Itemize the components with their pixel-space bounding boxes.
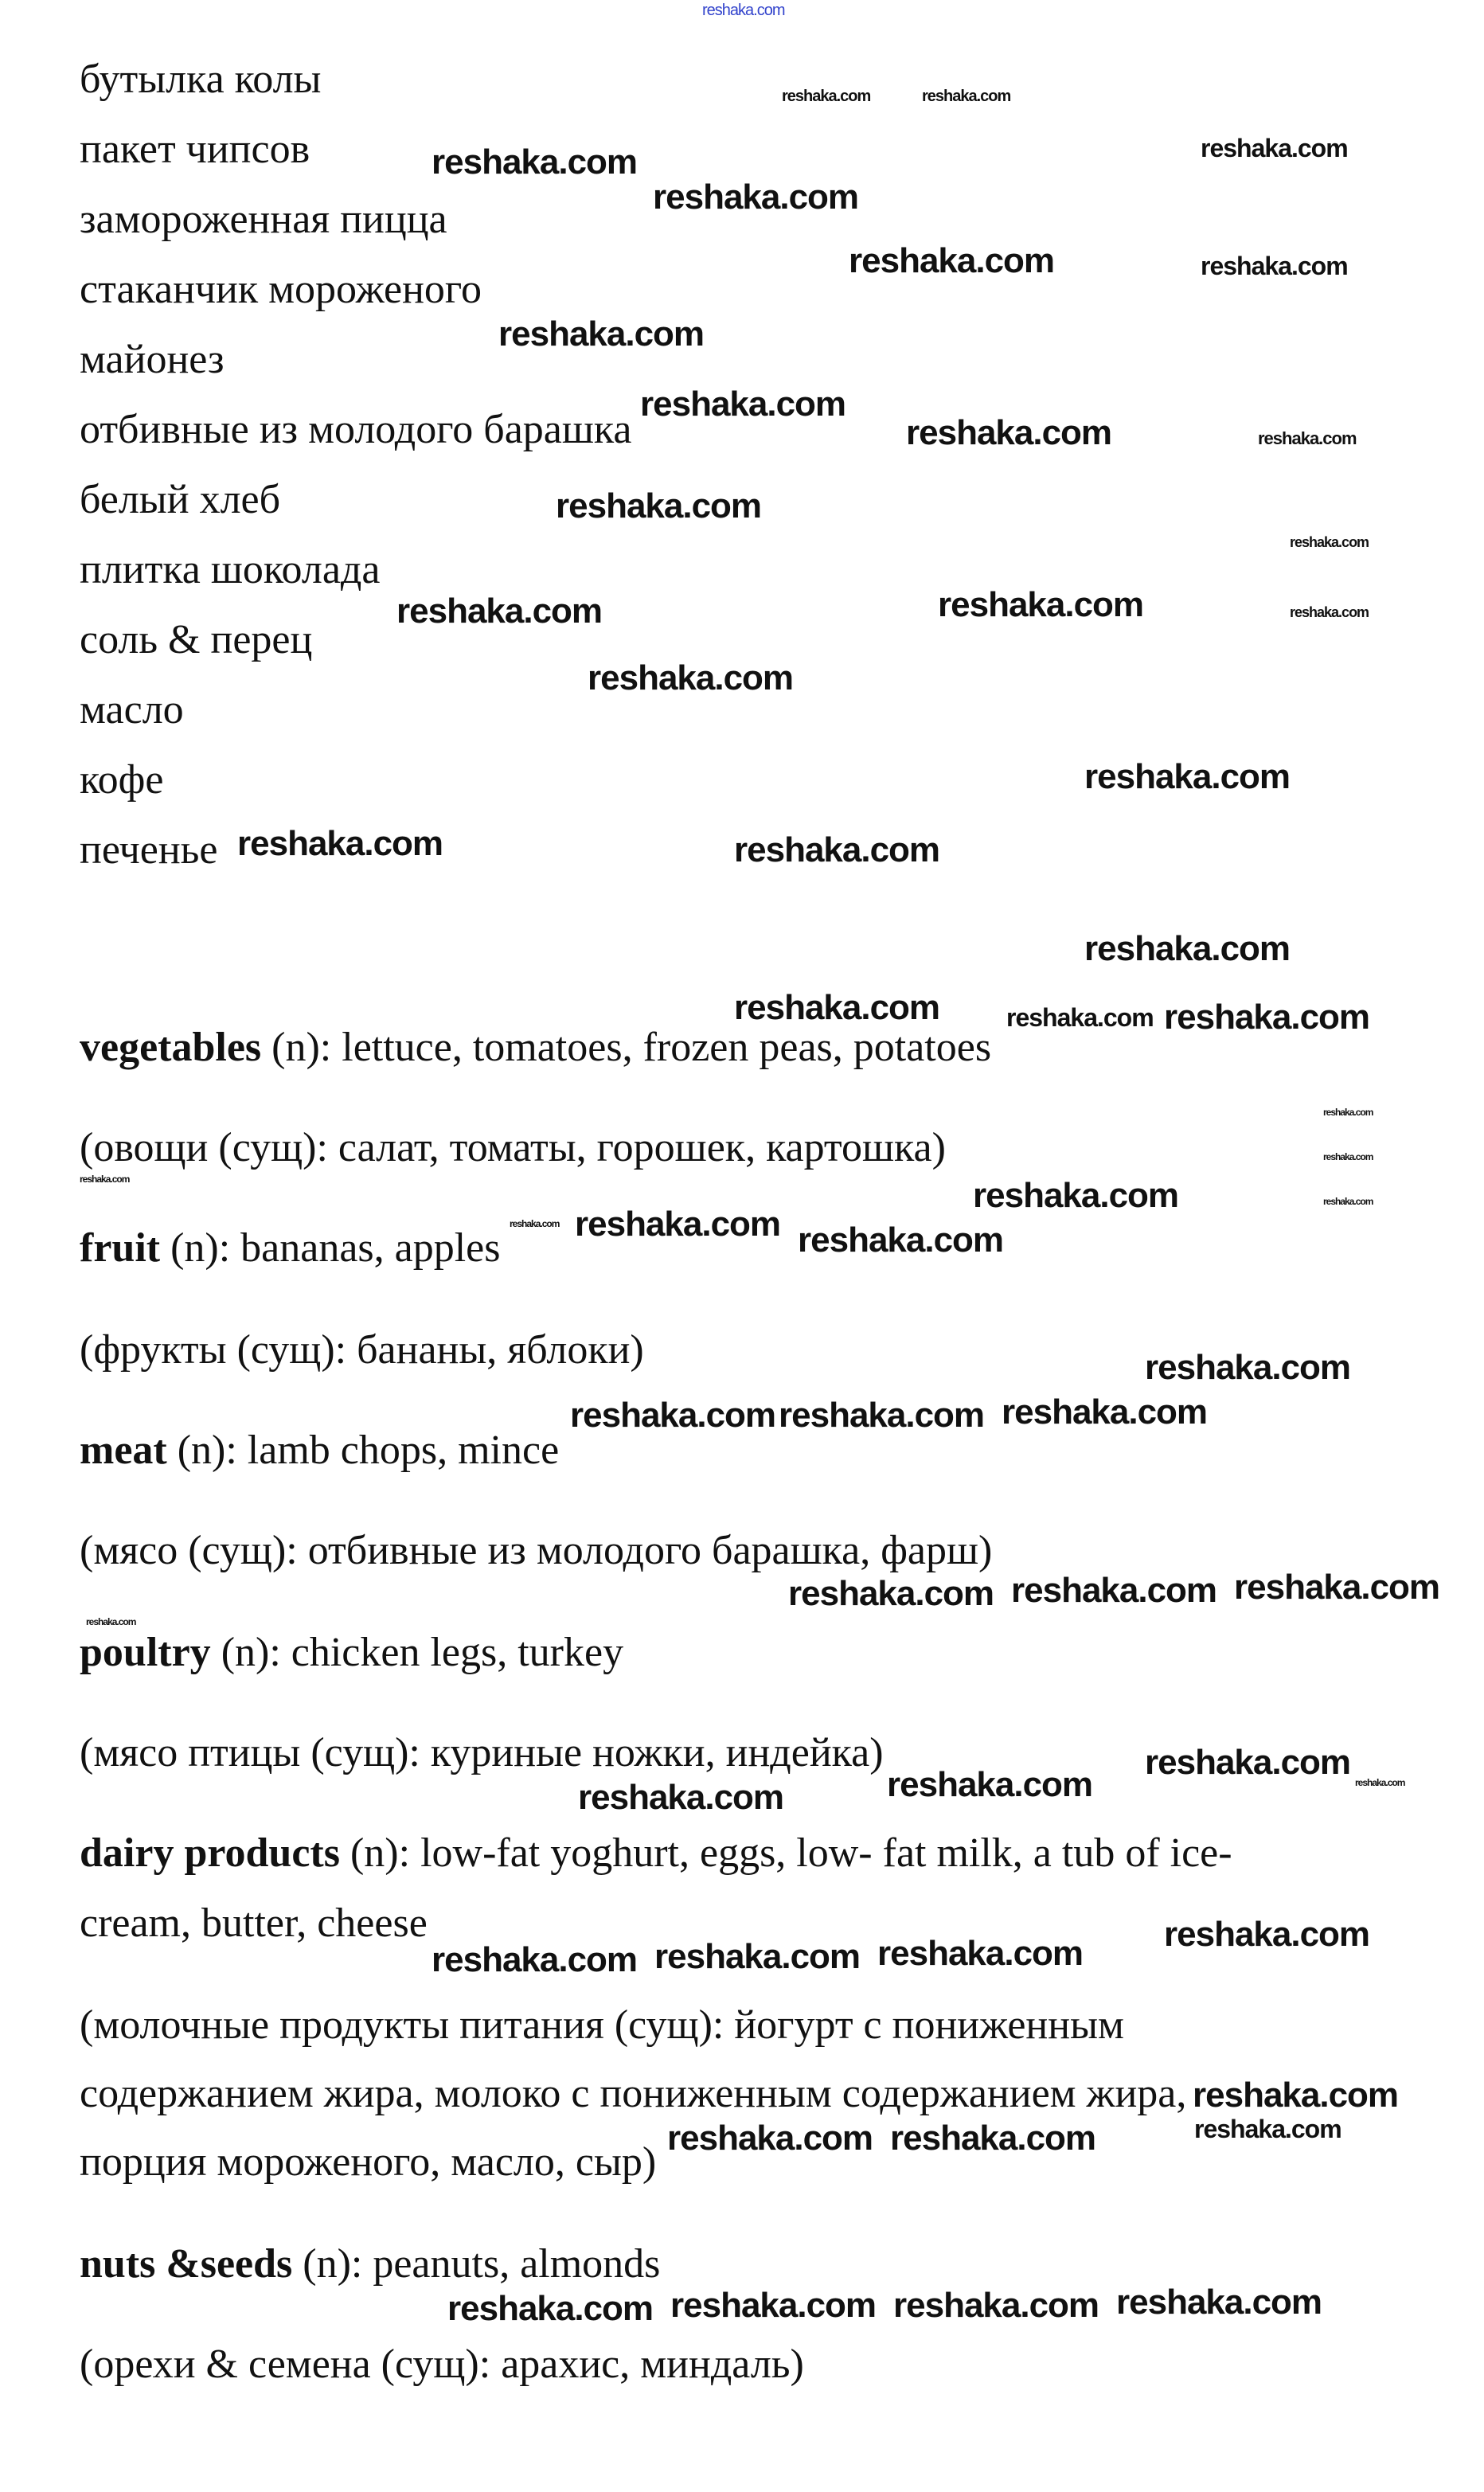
- entry-nuts-seeds: [80, 2239, 660, 2290]
- watermark: reshaka.com: [893, 2285, 1099, 2325]
- list-item: соль & перец: [80, 617, 313, 662]
- watermark: reshaka.com: [1011, 1570, 1217, 1610]
- entry-translation: (мясо (сущ): отбивные из молодого барашка, фарш): [80, 1528, 993, 1573]
- watermark: reshaka.com: [922, 88, 1011, 105]
- watermark: reshaka.com: [1323, 1151, 1373, 1163]
- watermark: reshaka.com: [1323, 1196, 1373, 1208]
- entry-translation: (овощи (сущ): салат, томаты, горошек, картошка): [80, 1125, 946, 1170]
- entry-poultry: [80, 1627, 623, 1678]
- list-item: отбивные из молодого барашка: [80, 407, 632, 452]
- entry-definition: (n): peanuts, almonds: [292, 2241, 661, 2287]
- list-item: печенье: [80, 827, 218, 873]
- entry-translation: (фрукты (сущ): бананы, яблоки): [80, 1327, 644, 1373]
- watermark: reshaka.com: [890, 2118, 1096, 2158]
- entry-translation: содержанием жира, молоко с пониженным содержанием жира,: [80, 2071, 1187, 2116]
- watermark: reshaka.com: [1084, 928, 1291, 968]
- watermark: reshaka.com: [640, 384, 846, 424]
- entry-dairy-products: [80, 1828, 1232, 1879]
- watermark: reshaka.com: [1006, 1003, 1154, 1033]
- list-item: пакет чипсов: [80, 127, 310, 172]
- entry-definition: (n): chicken legs, turkey: [210, 1630, 624, 1675]
- watermark: reshaka.com: [1201, 134, 1348, 163]
- entry-term: meat: [80, 1428, 167, 1473]
- watermark: reshaka.com: [798, 1220, 1004, 1260]
- watermark: reshaka.com: [1164, 997, 1370, 1037]
- watermark: reshaka.com: [938, 584, 1144, 624]
- watermark: reshaka.com: [654, 1936, 861, 1976]
- watermark: reshaka.com: [788, 1573, 994, 1613]
- watermark: reshaka.com: [1116, 2282, 1322, 2322]
- watermark: reshaka.com: [556, 486, 762, 525]
- watermark: reshaka.com: [779, 1395, 985, 1435]
- watermark: reshaka.com: [734, 987, 940, 1027]
- watermark: reshaka.com: [447, 2288, 654, 2328]
- watermark: reshaka.com: [1145, 1347, 1351, 1387]
- entry-vegetables: [80, 1022, 991, 1073]
- list-item: бутылка колы: [80, 57, 322, 102]
- entry-definition-continued: cream, butter, cheese: [80, 1900, 428, 1946]
- watermark: reshaka.com: [1164, 1914, 1370, 1954]
- watermark: reshaka.com: [1145, 1742, 1351, 1782]
- entry-translation: порция мороженого, масло, сыр): [80, 2139, 657, 2185]
- list-item: майонез: [80, 337, 225, 382]
- watermark: reshaka.com: [734, 830, 940, 869]
- list-item: кофе: [80, 757, 164, 803]
- watermark: reshaka.com: [1234, 1567, 1440, 1607]
- watermark: reshaka.com: [80, 1174, 130, 1185]
- watermark: reshaka.com: [86, 1616, 136, 1628]
- watermark: reshaka.com: [1084, 756, 1291, 796]
- watermark: reshaka.com: [1290, 604, 1369, 621]
- entry-term: poultry: [80, 1630, 211, 1675]
- watermark: reshaka.com: [1002, 1392, 1208, 1432]
- watermark: reshaka.com: [396, 591, 603, 631]
- watermark: reshaka.com: [1323, 1107, 1373, 1119]
- watermark: reshaka.com: [670, 2285, 877, 2325]
- entry-translation: (мясо птицы (сущ): куриные ножки, индейка): [80, 1730, 884, 1775]
- watermark: reshaka.com: [575, 1204, 781, 1244]
- entry-definition: (n): low-fat yoghurt, eggs, low- fat milk, a tub of ice-: [339, 1830, 1232, 1876]
- watermark: reshaka.com: [849, 240, 1055, 280]
- entry-term: vegetables: [80, 1025, 262, 1070]
- entry-meat: [80, 1425, 559, 1476]
- watermark: reshaka.com: [1193, 2075, 1399, 2115]
- entry-translation: (молочные продукты питания (сущ): йогурт с пониженным: [80, 2002, 1124, 2048]
- watermark: reshaka.com: [906, 412, 1112, 452]
- watermark: reshaka.com: [667, 2118, 873, 2158]
- watermark: reshaka.com: [973, 1175, 1179, 1215]
- watermark: reshaka.com: [578, 1777, 784, 1817]
- watermark: reshaka.com: [1201, 252, 1348, 281]
- list-item: масло: [80, 687, 184, 732]
- list-item: замороженная пицца: [80, 197, 447, 242]
- entry-term: fruit: [80, 1225, 161, 1271]
- watermark: reshaka.com: [1194, 2115, 1341, 2144]
- watermark: reshaka.com: [782, 88, 871, 105]
- list-item: плитка шоколада: [80, 547, 381, 592]
- watermark: reshaka.com: [877, 1933, 1084, 1973]
- entry-definition: (n): lamb chops, mince: [166, 1428, 560, 1473]
- watermark: reshaka.com: [702, 2, 785, 19]
- list-item: белый хлеб: [80, 477, 281, 522]
- watermark: reshaka.com: [432, 142, 638, 182]
- watermark: reshaka.com: [1258, 428, 1357, 448]
- entry-term: nuts &seeds: [80, 2241, 293, 2287]
- entry-fruit: [80, 1223, 501, 1274]
- entry-definition: (n): bananas, apples: [160, 1225, 501, 1271]
- watermark: reshaka.com: [588, 658, 794, 697]
- watermark: reshaka.com: [1355, 1777, 1405, 1789]
- list-item: стаканчик мороженого: [80, 267, 482, 312]
- entry-term: dairy products: [80, 1830, 340, 1876]
- entry-translation: (орехи & семена (сущ): арахис, миндаль): [80, 2342, 804, 2387]
- watermark: reshaka.com: [1290, 534, 1369, 551]
- watermark: reshaka.com: [432, 1939, 638, 1979]
- watermark: reshaka.com: [887, 1764, 1093, 1804]
- watermark: reshaka.com: [237, 823, 443, 863]
- entry-definition: (n): lettuce, tomatoes, frozen peas, potatoes: [261, 1025, 992, 1070]
- watermark: reshaka.com: [498, 314, 705, 353]
- watermark: reshaka.com: [653, 177, 859, 217]
- watermark: reshaka.com: [510, 1218, 560, 1230]
- watermark: reshaka.com: [570, 1395, 776, 1435]
